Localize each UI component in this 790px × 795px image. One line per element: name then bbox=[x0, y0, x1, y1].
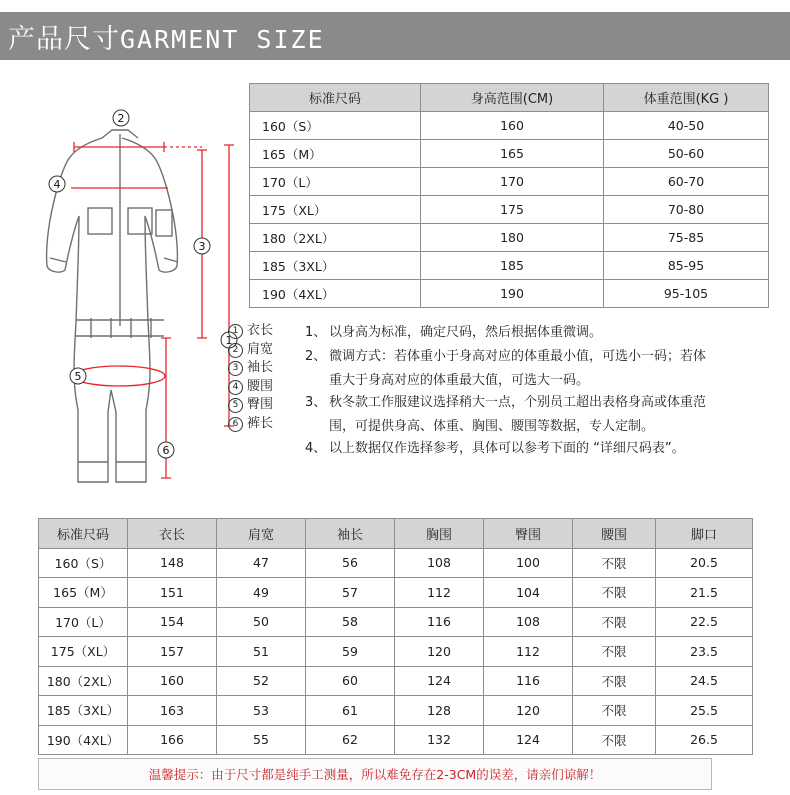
cell-size: 180（2XL） bbox=[39, 666, 128, 696]
cell-size: 190（4XL） bbox=[250, 280, 421, 308]
cell-waist: 不限 bbox=[573, 607, 656, 637]
note-number: 4、 bbox=[305, 441, 327, 456]
marker-2: 2 bbox=[117, 112, 125, 125]
cell-size: 190（4XL） bbox=[39, 725, 128, 755]
garment-illustration bbox=[16, 90, 241, 490]
column-header-length: 衣长 bbox=[128, 519, 217, 549]
cell-length: 163 bbox=[128, 696, 217, 726]
cell-height: 190 bbox=[421, 280, 604, 308]
sizing-notes bbox=[305, 322, 770, 462]
cell-size: 170（L） bbox=[39, 607, 128, 637]
legend-item bbox=[228, 378, 273, 397]
note-item bbox=[305, 438, 770, 460]
cell-waist: 不限 bbox=[573, 548, 656, 578]
notice-prefix: 温馨提示： bbox=[148, 767, 212, 782]
cell-waist: 不限 bbox=[573, 637, 656, 667]
cell-height: 170 bbox=[421, 168, 604, 196]
legend-marker-icon: 2 bbox=[228, 343, 243, 358]
table-row bbox=[39, 548, 753, 578]
cell-size: 160（S） bbox=[39, 548, 128, 578]
cell-length: 154 bbox=[128, 607, 217, 637]
legend-item bbox=[228, 359, 273, 378]
detailed-size-table bbox=[38, 518, 753, 755]
cell-chest: 112 bbox=[395, 578, 484, 608]
column-header-cuff: 脚口 bbox=[656, 519, 753, 549]
cell-size: 175（XL） bbox=[250, 196, 421, 224]
cell-height: 160 bbox=[421, 112, 604, 140]
note-item bbox=[305, 322, 770, 344]
cell-shoulder: 52 bbox=[217, 666, 306, 696]
cell-cuff: 22.5 bbox=[656, 607, 753, 637]
cell-weight: 60-70 bbox=[604, 168, 769, 196]
table-row bbox=[39, 696, 753, 726]
table-row bbox=[250, 280, 769, 308]
marker-4: 4 bbox=[53, 178, 61, 191]
cell-height: 175 bbox=[421, 196, 604, 224]
cell-hip: 120 bbox=[484, 696, 573, 726]
cell-weight: 85-95 bbox=[604, 252, 769, 280]
note-text: 微调方式：若体重小于身高对应的体重最小值，可选小一码；若体 bbox=[329, 349, 707, 364]
cell-weight: 50-60 bbox=[604, 140, 769, 168]
cell-height: 185 bbox=[421, 252, 604, 280]
cell-size: 165（M） bbox=[39, 578, 128, 608]
note-text: 以身高为标准，确定尺码，然后根据体重微调。 bbox=[329, 325, 603, 340]
table-row bbox=[250, 140, 769, 168]
cell-chest: 116 bbox=[395, 607, 484, 637]
cell-length: 160 bbox=[128, 666, 217, 696]
cell-sleeve: 60 bbox=[306, 666, 395, 696]
cell-sleeve: 57 bbox=[306, 578, 395, 608]
cell-cuff: 25.5 bbox=[656, 696, 753, 726]
cell-sleeve: 61 bbox=[306, 696, 395, 726]
cell-cuff: 24.5 bbox=[656, 666, 753, 696]
table-row bbox=[39, 637, 753, 667]
cell-height: 180 bbox=[421, 224, 604, 252]
cell-hip: 112 bbox=[484, 637, 573, 667]
note-number: 2、 bbox=[305, 349, 327, 364]
legend-item bbox=[228, 396, 273, 415]
cell-cuff: 26.5 bbox=[656, 725, 753, 755]
table-header-row bbox=[250, 84, 769, 112]
column-header-waist: 腰围 bbox=[573, 519, 656, 549]
table-row bbox=[39, 607, 753, 637]
table-row bbox=[250, 112, 769, 140]
cell-length: 166 bbox=[128, 725, 217, 755]
note-continuation: 重大于身高对应的体重最大值，可选大一码。 bbox=[329, 373, 590, 388]
cell-waist: 不限 bbox=[573, 696, 656, 726]
table-header-row bbox=[39, 519, 753, 549]
column-header-shoulder: 肩宽 bbox=[217, 519, 306, 549]
measurement-tolerance-notice bbox=[38, 758, 712, 790]
notice-text: 由于尺寸都是纯手工测量，所以难免存在2-3CM的误差，请亲们谅解！ bbox=[211, 767, 602, 782]
marker-5: 5 bbox=[74, 370, 82, 383]
cell-weight: 75-85 bbox=[604, 224, 769, 252]
legend-label: 袖长 bbox=[247, 360, 274, 375]
cell-weight: 40-50 bbox=[604, 112, 769, 140]
legend-item bbox=[228, 322, 273, 341]
legend-item bbox=[228, 415, 273, 434]
column-header-height: 身高范围(CM) bbox=[421, 84, 604, 112]
cell-chest: 128 bbox=[395, 696, 484, 726]
column-header-size: 标准尺码 bbox=[39, 519, 128, 549]
note-number: 1、 bbox=[305, 325, 327, 340]
cell-waist: 不限 bbox=[573, 578, 656, 608]
legend-marker-icon: 3 bbox=[228, 361, 243, 376]
cell-waist: 不限 bbox=[573, 666, 656, 696]
page-title-en: GARMENT SIZE bbox=[120, 24, 325, 54]
cell-sleeve: 59 bbox=[306, 637, 395, 667]
table-row bbox=[250, 252, 769, 280]
legend-marker-icon: 5 bbox=[228, 398, 243, 413]
cell-hip: 116 bbox=[484, 666, 573, 696]
cell-waist: 不限 bbox=[573, 725, 656, 755]
cell-shoulder: 49 bbox=[217, 578, 306, 608]
cell-length: 157 bbox=[128, 637, 217, 667]
legend-item bbox=[228, 341, 273, 360]
measurement-legend bbox=[225, 322, 274, 433]
page-title-cn: 产品尺寸 bbox=[8, 23, 120, 55]
cell-sleeve: 56 bbox=[306, 548, 395, 578]
column-header-chest: 胸围 bbox=[395, 519, 484, 549]
table-row bbox=[39, 578, 753, 608]
cell-sleeve: 58 bbox=[306, 607, 395, 637]
cell-chest: 108 bbox=[395, 548, 484, 578]
note-text: 秋冬款工作服建议选择稍大一点，个别员工超出表格身高或体重范 bbox=[329, 395, 707, 410]
cell-shoulder: 55 bbox=[217, 725, 306, 755]
cell-cuff: 20.5 bbox=[656, 548, 753, 578]
marker-3: 3 bbox=[198, 240, 206, 253]
legend-label: 衣长 bbox=[247, 323, 274, 338]
cell-length: 148 bbox=[128, 548, 217, 578]
size-range-table bbox=[249, 83, 769, 308]
cell-cuff: 23.5 bbox=[656, 637, 753, 667]
legend-label: 裤长 bbox=[247, 415, 274, 431]
cell-weight: 70-80 bbox=[604, 196, 769, 224]
cell-size: 175（XL） bbox=[39, 637, 128, 667]
marker-1: 1 bbox=[225, 334, 233, 347]
table-row bbox=[39, 725, 753, 755]
legend-marker-icon: 4 bbox=[228, 380, 243, 395]
cell-sleeve: 62 bbox=[306, 725, 395, 755]
column-header-sleeve: 袖长 bbox=[306, 519, 395, 549]
cell-size: 185（3XL） bbox=[39, 696, 128, 726]
cell-hip: 104 bbox=[484, 578, 573, 608]
cell-height: 165 bbox=[421, 140, 604, 168]
page-header-banner bbox=[0, 12, 790, 60]
cell-shoulder: 51 bbox=[217, 637, 306, 667]
cell-hip: 100 bbox=[484, 548, 573, 578]
cell-size: 185（3XL） bbox=[250, 252, 421, 280]
legend-label: 臀围 bbox=[247, 397, 274, 412]
page-title bbox=[8, 17, 325, 56]
column-header-size: 标准尺码 bbox=[250, 84, 421, 112]
garment-svg bbox=[16, 90, 241, 490]
table-row bbox=[250, 196, 769, 224]
cell-shoulder: 53 bbox=[217, 696, 306, 726]
cell-chest: 124 bbox=[395, 666, 484, 696]
note-item bbox=[305, 392, 770, 414]
cell-size: 160（S） bbox=[250, 112, 421, 140]
cell-chest: 120 bbox=[395, 637, 484, 667]
table-row bbox=[250, 224, 769, 252]
cell-length: 151 bbox=[128, 578, 217, 608]
cell-size: 170（L） bbox=[250, 168, 421, 196]
note-number: 3、 bbox=[305, 395, 327, 410]
cell-shoulder: 50 bbox=[217, 607, 306, 637]
column-header-hip: 臀围 bbox=[484, 519, 573, 549]
cell-shoulder: 47 bbox=[217, 548, 306, 578]
cell-size: 165（M） bbox=[250, 140, 421, 168]
cell-chest: 132 bbox=[395, 725, 484, 755]
cell-size: 180（2XL） bbox=[250, 224, 421, 252]
legend-marker-icon: 1 bbox=[228, 324, 243, 339]
marker-6: 6 bbox=[162, 444, 170, 457]
cell-weight: 95-105 bbox=[604, 280, 769, 308]
table-row bbox=[250, 168, 769, 196]
cell-hip: 108 bbox=[484, 607, 573, 637]
table-row bbox=[39, 666, 753, 696]
cell-hip: 124 bbox=[484, 725, 573, 755]
note-text: 以上数据仅作选择参考，具体可以参考下面的 “详细尺码表”。 bbox=[329, 441, 685, 456]
legend-marker-icon: 6 bbox=[228, 417, 243, 432]
legend-label: 腰围 bbox=[247, 378, 274, 394]
note-item bbox=[305, 346, 770, 368]
column-header-weight: 体重范围(KG ) bbox=[604, 84, 769, 112]
cell-cuff: 21.5 bbox=[656, 578, 753, 608]
legend-label: 肩宽 bbox=[247, 341, 274, 357]
note-continuation: 围，可提供身高、体重、胸围、腰围等数据，专人定制。 bbox=[329, 419, 655, 434]
